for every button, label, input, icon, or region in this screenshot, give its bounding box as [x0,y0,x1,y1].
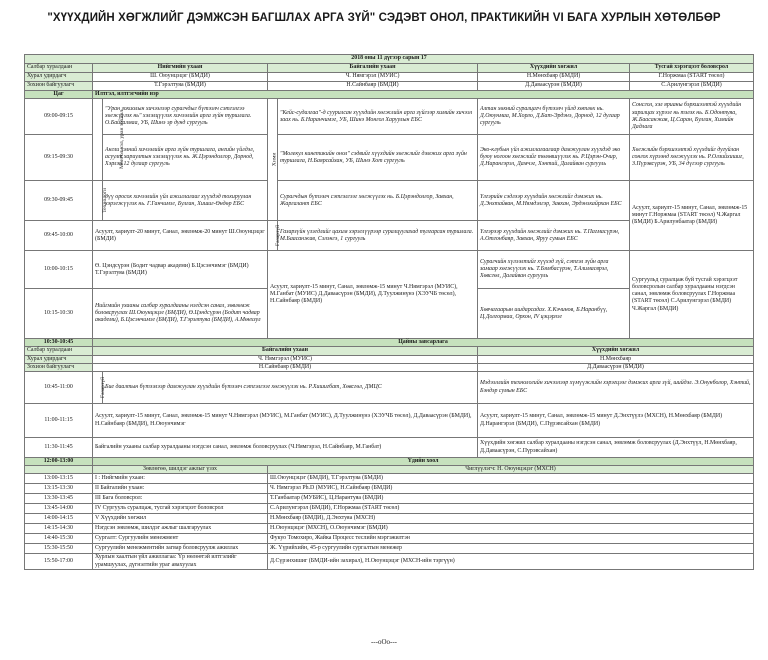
talk-child: Үлгэрийн сэдлээр хүүхдийн хөгжлийг дэмжих нь. Д.Энхтайван, М.Нямдэлгэр, Завхан, Эрдэнэхайрхан ЕБС [478,181,630,221]
talk-social: "Уран зохиолын хичээлээр сурагчдыг бүтээлч сэтгэлгээ хөгжүүлэх нь" хэлэлцүүлэх хичээлийн арга зүйн туршлага. О.Байгалмаа, УБ, Шинэ эр дунд сургууль [103,99,268,135]
blank-cell [25,466,93,474]
qa-social: Асуулт, хариулт-20 минут, Санал, зөвлөмж-20 минут Ш.Оюунцэцэг (БМДИ) [93,221,268,251]
hall-name-sped: Тусгай хэрэгцээт боловсрол [630,64,754,73]
talk-child: Үлгэрээр хүүхдийн хөгжлийг дэмжих нь. Т.Пагмасүрэн, А.Отгонбаяр, Завхан, Яруу сумын ЕБС [478,221,630,251]
talk-social: Англи хэлний хичээлийн арга зүйн туршлага, ангийн үйлдэл, асуулт хариултын хэлэлцүүлэх нь. Ж.Цэрэндолгор, Дорнод, Хэрлэн 12 дугаар сургууль [103,135,268,181]
talk-natural: Сурагчдын бүтээлч сэтгэлгээг хөгжүүлэх нь. Б.Цэрэндолгор, Завхан, Жаргалант ЕБС [278,181,478,221]
afternoon-people: Д.Сүрэнхишиг (БМДИ-ийн захирал), Н.Оюунцэцэг (МХСН-ийн тэргүүн) [268,554,754,569]
talk-child: Алтан хөхний суралцагч бүтээлч үйлд хөтлөх нь. Д.Оюунмаа, М.Хорло, Д.Бат-Эрдэнэ, Дорнод, 12 дугаар сургууль [478,99,630,135]
time-cell: 13:45-14:00 [25,504,93,514]
talk-natural: Газарзүйн үзэгдлийг цахим хэрэглүүрээр суралцуулахад тулгарсан туршлага. М.Баасанжав, Сэлэнгэ, 1 сургууль [278,221,478,251]
time-cell: 09:00-09:15 [25,99,93,135]
time-cell: 14:15-14:30 [25,524,93,534]
time-cell: 15:50-17:00 [25,554,93,569]
secretary-sped: С.Арилунгэрэл (БМДИ) [630,82,754,91]
label-chair: Хурал удирдагч [25,73,93,82]
time-cell: 10:00-10:15 [25,251,93,289]
qa-natural: Асуулт, хариулт-15 минут, Санал, зөвлөмж-15 минут Ч.Нямгэрэл (МУИС), М.Ганбат (МУИС) Д.Даваасүрэн (БМДИ), Д.Туулжинүнэ (ХЭУЧБ төсөл), Н.Сайнбаяр (БМДИ) [268,251,478,339]
time-cell: 13:00-13:15 [25,474,93,484]
footer-mark: ---oOo--- [370,638,398,646]
hall-name-social: Нийгмийн ухаан [93,64,268,73]
recommendation-sped: Сургуульд суралцаж буй тусгай хэрэгцээт боловсролын салбар хуралдааны нэгдсэн санал, зөвлөмж боловсруулах Г.Норжмаа (START төсөл) С.Арилунгэрэл (БМДИ) Ч.Жаргал (БМДИ) [630,251,754,339]
afternoon-topic: V Хүүхдийн хөгжил [93,514,268,524]
label-secretary: Зохион байгуулагч [25,363,93,371]
afternoon-topic: Сургуулийн менежментийн загвар боловсруулж ажиллах [93,544,268,554]
time-cell: 09:15-09:30 [25,135,93,181]
moderator-label: Чиглүүлэгч: Н. Оюунцэцэг (МХСН) [268,466,754,474]
afternoon-people: Т.Ганбаатар (МУБИС), Ц.Нарантуяа (БМДИ) [268,494,754,504]
time-cell: 13:15-13:30 [25,484,93,494]
mid-hall-natural: Байгалийн ухаан [93,347,478,355]
qa-sped: Асуулт, хариулт-15 минут, Санал, зөвлөмж-15 минут Г.Норжмаа (START төсөл) Ч.Жаргал (БМДИ) Б.Арилунбаатар (БМДИ) [630,181,754,251]
mid-talk-child: Мэдээллийн технологийн хичээлээр хүмүүжлийн хэрэгцээг дэмжих арга зүй, шийдэл. Э.Онунболор, Хэнтий, Бэндэр сумын ЕБС [478,372,754,404]
time-cell: 09:30-09:45 [25,181,93,221]
afternoon-topic: I : Нийгмийн ухаан: [93,474,268,484]
label-chair: Хурал удирдагч [25,355,93,363]
side-label-geography: Газарзүй [93,372,103,404]
talk-child: Хөвчагаарын ишдарсадах. Х.Кэчинов, Б.Наранбүү, Ц.Долгормаа, Орхон, IV цэцэрлэг [478,289,630,339]
afternoon-people: Фукуо Томохиро, Жайка Процесс теслийн мэргэжилтэн [268,534,754,544]
mid-recommendation-natural: Байгалийн ухааны салбар хуралдааны нэгдсэн санал, зөвлөмж боловсруулах (Ч.Нямгэрэл, Н.Сайнбаяр, М.Ганбат) [93,438,478,458]
mid-recommendation-child: Хүүхдийн хөгжил салбар хуралдааны нэгдсэн санал, зөвлөмж боловсруулах (Д.Энхтүүл, Н.Мөнхбаяр, Д.Даваасүрэн, С.Пүрэвсайхан) [478,438,754,458]
mid-secretary-child: Д.Даваасүрэн (БМДИ) [478,363,754,371]
hall-name-natural: Байгалийн ухаан [268,64,478,73]
lunch-label: Үдийн хоол [93,458,754,466]
mid-qa-child: Асуулт, хариулт-15 минут, Санал, зөвлөмж-15 минут Д.Энхтүүлэ (МХСН), Н.Мөнхбаяр (БМДИ) Д.Нарангэрэл (БМДИ), С.Пүрэвсайхан (БМДИ) [478,404,754,438]
talk-sped: Сонсгол, хэл ярианы бэрхшээлтэй хүүхдийн харилцах хүрээг нь тэлэх нь. Б.Одонтуяа, Ж.Баасанжав, Ц.Саран, Булган, Химийн Дадлага [630,99,754,135]
time-cell: 10:45-11:00 [25,372,93,404]
mid-chair-child: Н.Мөнхбаяр [478,355,754,363]
hall-name-child: Хүүхдийн хөгжил [478,64,630,73]
afternoon-topic: Хурлын хаалтын үйл ажиллагаа: Үр нөлөөтэй илтгэлийг урамшуулах, дүгнэлтийн ураг авахуулах [93,554,268,569]
program-table [24,54,754,570]
program-sheet [24,54,753,570]
side-label-technology: Технологи [93,181,103,221]
time-cell: 15:30-15:50 [25,544,93,554]
time-cell: 09:45-10:00 [25,221,93,251]
side-label-chemistry: Хими [268,99,278,221]
mid-hall-child: Хүүхдийн хөгжил [478,347,754,355]
secretary-social: Т.Гэрэлтуяа (БМДИ) [93,82,268,91]
time-cell: 14:00-14:15 [25,514,93,524]
secretary-natural: Н.Сайнбаяр (БМДИ) [268,82,478,91]
afternoon-topic: Нэгдсэн зөвлөмж, шилдэг ажлыг шалгаруулах [93,524,268,534]
afternoon-topic: II Байгалийн ухаан: [93,484,268,494]
afternoon-topic: IV Сургууль суралцаж, тусгай хэрэгцээт боловсрол [93,504,268,514]
afternoon-people: С.Арилунгэрэл (БМДИ), Г.Норжмаа (START төсөл) [268,504,754,514]
label-hall: Салбар хуралдаан [25,347,93,355]
afternoon-topic: Сургалт: Сургуулийн менежмент [93,534,268,544]
talk-social: Зүү оросох хичээлийн үйл ажиллагааг хүүхдэд тохируулан хэрэгжүүлэх нь. Г.Ганчимэг, Булган, Хишиг-Өндөр ЕБС [103,181,268,221]
chair-social: Ш. Оюунцэцэг (БМДИ) [93,73,268,82]
chair-sped: Г.Норжмаа (START төсөл) [630,73,754,82]
time-cell: 14:40-15:30 [25,534,93,544]
chair-natural: Ч. Нямгэрэл (МУИС) [268,73,478,82]
talk-child: Эко-клубын үйл ажиллагаагаар дамжуулан хүүхдэд эко буюу ногоон хөгжлийг төлөвшүүлэх нь. Р.Цэрэн-Очир, Д.Нарангэрэл, Дамчэг, Хэнтий, Далайван сургууль [478,135,630,181]
afternoon-topic: III Бага боловсрол: [93,494,268,504]
time-cell: 13:30-13:45 [25,494,93,504]
panel-social: Ө. Цэндсүрэн (Бодит чадвар академи) Б.Цэсэнчимэг (БМДИ) Т.Гэрэлтуяа (БМДИ) [93,251,268,289]
afternoon-people: Н.Оюунцэцэг (МХСН), О.Оюунчимэг (БМДИ) [268,524,754,534]
talk-child: Сурагчийн хүлээлтийг хүүхэд зүй, сэтгэл зүйн арга замаар хөгжүүлэх нь. Т.Бямбасүрэн, Т.Алимасврэл, Хөвсгөл, Далайван сургууль [478,251,630,289]
break-time: 10:30-10:45 [25,339,93,347]
chair-child: Н.Мөнхбаяр (БМДИ) [478,73,630,82]
talk-natural: "Молекул кинетикийн онол" сэдвийг хүүхдийн хөгжлийг дэмжих арга зүйн туршлага, Н.Баярсайхан, УБ, Шинэ Хот сургууль [278,135,478,181]
lunch-time: 12:00-13:00 [25,458,93,466]
label-hall: Салбар хуралдаан [25,64,93,73]
time-cell: 11:30-11:45 [25,438,93,458]
mid-secretary-natural: Н.Сайнбаяр (БМДИ) [93,363,478,371]
time-cell: 10:15-10:30 [25,289,93,339]
secretary-child: Д.Даваасүрэн (БМДИ) [478,82,630,91]
label-opening: Илтгэл, илтгэгчийн нэр [93,91,754,99]
afternoon-people: Ж. Үүрийхийн, 45-р сургуулийн сургалтын менежер [268,544,754,554]
mid-talk-natural: Бие даалтын бүтээлээр дамжуулан хүүхдийн бүтээлч сэтгэлгээг хөгжүүлэх нь. Р.Хишигбат, Хөвсгөл, ДМЦС [103,372,478,404]
side-label-language: Монгол хэл, уран зохиол [93,99,103,181]
document-title: "ХҮҮХДИЙН ХӨГЖЛИЙГ ДЭМЖСЭН БАГШЛАХ АРГА ЗҮЙ" СЭДЭВТ ОНОЛ, ПРАКТИКИЙН VI БАГА ХУРЛЫН ХӨТӨЛБӨР [47,12,721,24]
label-time: Цаг [25,91,93,99]
talk-sped: Хөгжлийн бэрхшээлтэй хүүхдийг дугуйлан сонгох хүрээнд хөгжүүлэх нь. Р.Олзийхишиг, З.Пүрэвсүрэн, УБ, 34 дүгээр сургууль [630,135,754,181]
time-cell: 11:00-11:15 [25,404,93,438]
talk-natural: "Кейс-судалгаа"-д суурилсан хүүхдийн хөгжлийн арга зүйгээр химийн хичээл заах нь. Б.Наранчимэг, УБ, Шинэ Монгол Харуулын ЕБС [278,99,478,135]
afternoon-people: Ч. Нямгэрэл Ph.D (МУИС), Н.Сайнбаяр (БМДИ) [268,484,754,494]
afternoon-people: Ш.Оюунцэцэг (БМДИ), Т.Гэрэлтуяа (БМДИ) [268,474,754,484]
mid-chair-natural: Ч. Нямгэрэл (МУИС) [93,355,478,363]
discussion-label: Зөвлөгөө, шилдэг ажлыг үзэх [93,466,268,474]
afternoon-people: Н.Мөнхбаяр (БМДИ), Д.Энхтуяа (МХСН) [268,514,754,524]
label-secretary: Зохион байгуулагч [25,82,93,91]
date-header: 2018 оны 11 дүгээр сарын 17 [25,55,754,64]
side-label-geography: Газарзүй [268,221,278,251]
break-label: Цайны завсарлага [93,339,754,347]
recommendation-social: Нийгмийн ухааны салбар хуралдааны нэгдсэн санал, зөвлөмж боловсруулах Ш.Оюунцэцэг (БМДИ), Ө.Цэндсүрэн (Бодит чадвар академи), Б.Цэсэнчимэг (БМДИ), Т.Гэрэлтуяа (БМДИ), А.Мөнхзул [93,289,268,339]
mid-qa-natural: Асуулт, хариулт-15 минут, Санал, зөвлөмж-15 минут Ч.Нямгэрэл (МУИС), М.Ганбат (МУИС), Д.Туулжинүнэ (ХЭУЧБ төсөл), Д.Даваасүрэн (БМДИ), Н.Сайнбаяр (БМДИ), Н.Оюунчимэг [93,404,478,438]
